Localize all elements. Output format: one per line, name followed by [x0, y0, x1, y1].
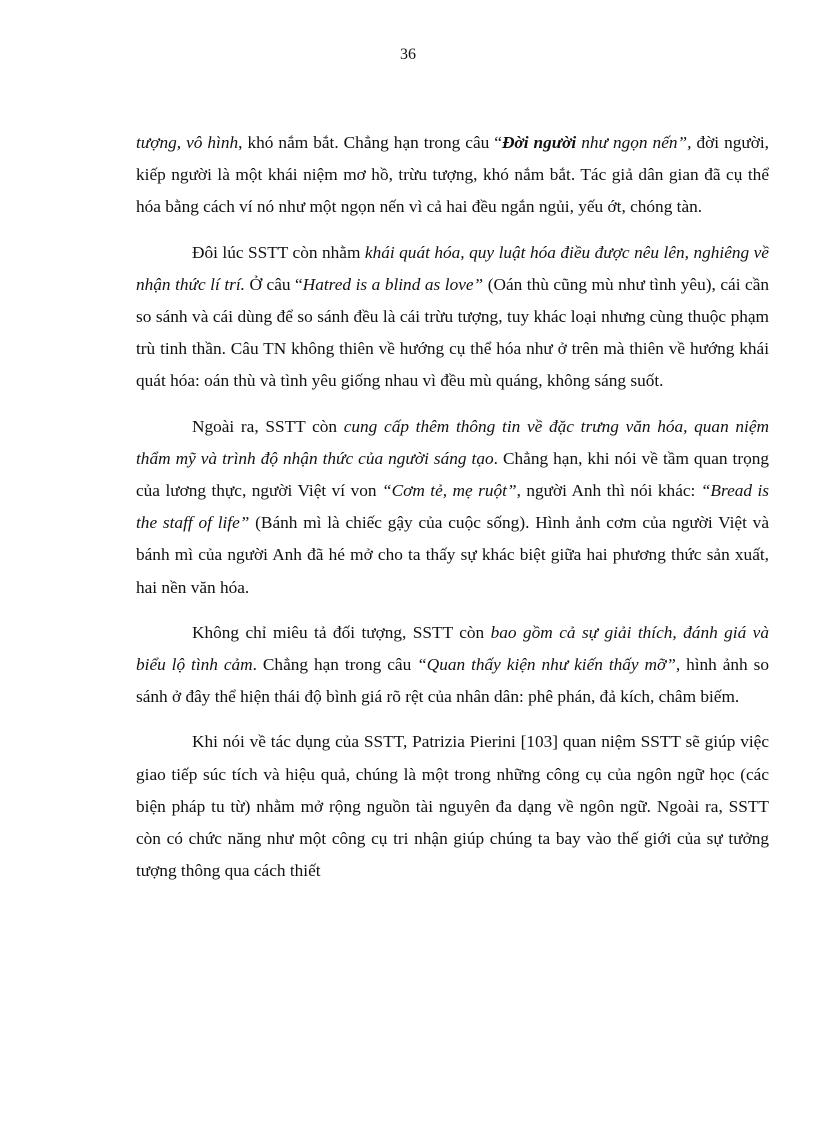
emphasized-text: cung cấp thêm thông tin về đặc trưng văn hóa, quan niệm thẩm mỹ và trình độ nhận thức của người sáng tạo [136, 416, 769, 468]
paragraph-text: . Chẳng hạn, khi nói về tầm quan trọng của lương thực, người Việt ví von [136, 448, 770, 501]
emphasized-text: như ngọn nến”, [576, 133, 692, 152]
paragraph-text: Ngoài ra, SSTT còn [192, 416, 344, 436]
emphasized-text: “Cơm tẻ, mẹ ruột” [381, 481, 517, 501]
paragraph-text: (Oán thù cũng mù như tình yêu), cái cần so sánh và cái dùng để so sánh đều là cái trừu tượng, tuy khác loại nhưng cùng thuộc phạm trù tinh thần. Câu TN không thiên về hướng cụ thể hóa như ở trên mà thiên về hướng khái quát hóa: oán thù và tình yêu giống nhau vì đều mù quáng, không sáng suốt. [136, 274, 770, 391]
page-number: 36 [400, 46, 416, 63]
paragraph-text: Không chỉ miêu tả đối tượng, SSTT còn [192, 622, 491, 642]
paragraph-text: Đôi lúc SSTT còn nhằm [192, 242, 365, 262]
paragraph-text: (Bánh mì là chiếc gậy của cuộc sống). Hình ảnh cơm của người Việt và bánh mì của người Anh đã hé mở cho ta thấy sự khác biệt giữa hai phương thức sản xuất, hai nền văn hóa. [136, 513, 769, 597]
emphasized-text: Đời người [501, 133, 577, 152]
emphasized-text: “Bread is the staff of life” [136, 481, 770, 533]
emphasized-text: bao gồm cả sự giải thích, đánh giá và biểu lộ tình cảm [136, 622, 769, 675]
paragraph-text: đời người, kiếp người là một khái niệm mơ hồ, trừu tượng, khó nắm bắt. Tác giả dân gian đã cụ thể hóa bằng cách ví nó như một ngọn nến vì cả hai đều ngắn ngủi, yếu ớt, chóng tàn. [136, 133, 769, 217]
paragraph-text: , người Anh thì nói khác: [516, 481, 701, 501]
paragraph-text: hình ảnh so sánh ở đây thể hiện thái độ bình giá rõ rệt của nhân dân: phê phán, đả kích, châm biếm. [136, 655, 769, 707]
emphasized-text: Hatred is a blind as love” [302, 274, 484, 294]
paragraph-text: Khi nói về tác dụng của SSTT, Patrizia Pierini [103] quan niệm SSTT sẽ giúp việc giao tiếp súc tích và hiệu quả, chúng là một trong những công cụ của ngôn ngữ học (các biện pháp tu từ) nhằm mở rộng nguồn tài nguyên đa dạng về ngôn ngữ. Ngoài ra, SSTT còn có chức năng như một công cụ tri nhận giúp chúng ta bay vào thế giới của sự tưởng tượng thông qua cách thiết [136, 732, 769, 881]
paragraph-text: , khó nắm bắt. Chẳng hạn trong câu “ [238, 133, 502, 152]
paragraph [136, 617, 769, 714]
emphasized-text: khái quát hóa, quy luật hóa điều được nêu lên, nghiêng về nhận thức lí trí. [136, 242, 769, 294]
emphasized-text: “Quan thấy kiện như kiến thấy mỡ”, [417, 655, 681, 675]
document-body [136, 127, 769, 900]
paragraph [136, 411, 769, 604]
paragraph-text: Ở câu “ [244, 274, 303, 294]
paragraph [136, 237, 769, 398]
paragraph [136, 127, 769, 224]
paragraph-text: . Chẳng hạn trong câu [252, 655, 418, 675]
paragraph [136, 726, 769, 887]
emphasized-text: tượng, vô hình [136, 133, 239, 152]
